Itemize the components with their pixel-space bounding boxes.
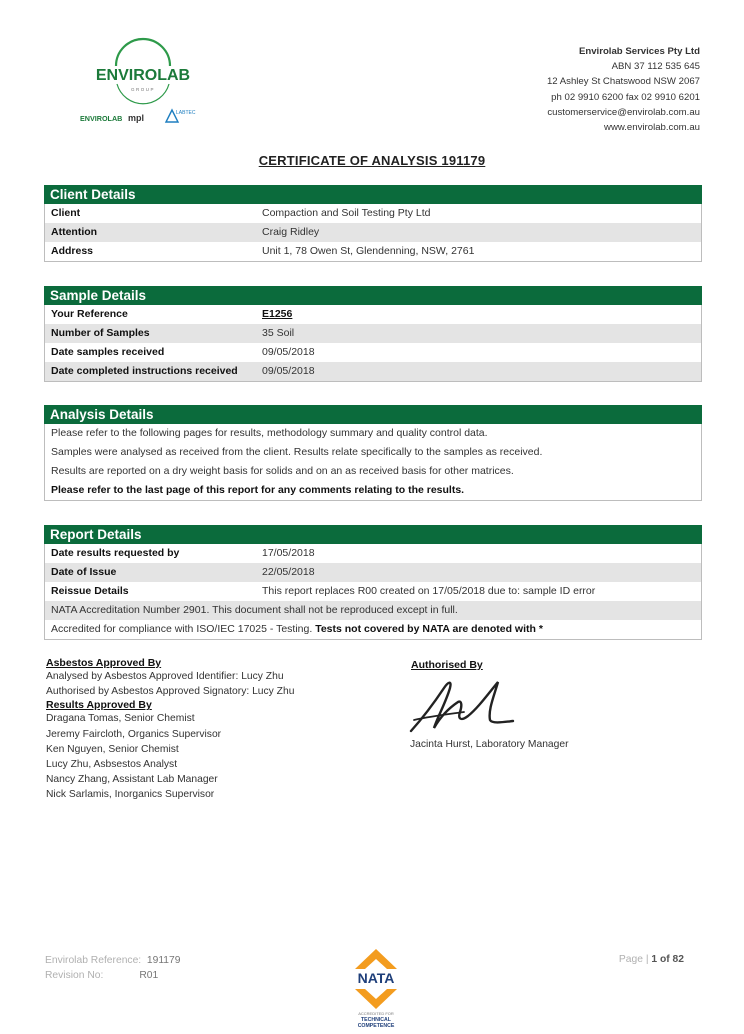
page-number [619,954,684,965]
authoriser-name: Jacinta Hurst, Laboratory Manager [410,739,569,750]
nata-accreditation-icon [349,947,403,1029]
list-item: Please refer to the last page of this report for any comments relating to the results. [51,484,465,496]
nata-text: NATA [357,970,395,986]
table-row: Your Reference E1256 [51,308,293,320]
list-item: Ken Nguyen, Senior Chemist [46,743,179,755]
table-row: Reissue Details This report replaces R00 created on 17/05/2018 due to: sample ID error [51,585,596,597]
table-row: Number of Samples 35 Soil [45,324,701,343]
list-item: Lucy Zhu, Asbsestos Analyst [46,759,178,771]
list-item: Results are reported on a dry weight basis for solids and on an as received basis for other matrices. [51,465,514,477]
nata-caption-1: ACCREDITED FOR [358,1011,394,1016]
brand-mpl: mpl [128,113,145,123]
table-row: Date samples received 09/05/2018 [51,346,315,358]
list-item: Samples were analysed as received from the client. Results relate specifically to the samples as received. [51,446,543,458]
section-heading: Client Details [44,185,702,204]
list-item: Nancy Zhang, Assistant Lab Manager [46,774,218,786]
table-row: Date completed instructions received 09/05/2018 [45,362,701,381]
footer-reference [45,953,181,983]
results-approved-heading: Results Approved By [46,699,152,712]
asbestos-approved-block [46,657,294,803]
section-heading: Report Details [44,525,702,544]
company-website: www.envirolab.com.au [604,122,700,134]
envirolab-logo [80,40,198,135]
brand-envirolab: ENVIROLAB [80,114,123,123]
table-row: Date results requested by 17/05/2018 [51,547,315,559]
asbestos-approved-heading: Asbestos Approved By [46,657,162,669]
logo-main-text: ENVIROLAB [95,67,191,84]
brand-labtec: LABTEC [176,110,196,116]
reference-value: 191179 [146,955,181,966]
company-name: Envirolab Services Pty Ltd [578,46,700,57]
envirolab-group-logo-icon [80,40,198,130]
page-label: Page | [618,954,649,965]
list-item: Authorised by Asbestos Approved Signatory: Lucy Zhu [46,686,295,698]
list-item: Analysed by Asbestos Approved Identifier: Lucy Zhu [46,671,284,682]
nata-caption-3: COMPETENCE [357,1023,395,1029]
company-email: customerservice@envirolab.com.au [547,106,700,118]
reference-label: Envirolab Reference: [45,955,142,966]
accreditation-row: Accredited for compliance with ISO/IEC 17025 - Testing. Tests not covered by NATA are denoted with * [51,623,543,635]
table-row: Address Unit 1, 78 Owen St, Glendenning, NSW, 2761 [51,245,475,257]
signature-icon [408,676,518,734]
page-value: 1 of 82 [651,954,684,965]
logo-sub-text: GROUP [130,87,156,92]
table-row: Attention Craig Ridley [45,223,701,242]
certificate-title: CERTIFICATE OF ANALYSIS 191179 [258,153,486,168]
table-row: Date of Issue 22/05/2018 [45,563,701,582]
list-item: Please refer to the following pages for results, methodology summary and quality control data. [51,427,488,439]
client-details-section [44,185,702,262]
report-details-section [44,525,702,640]
list-item: Dragana Tomas, Senior Chemist [46,713,195,725]
company-address: 12 Ashley St Chatswood NSW 2067 [546,76,700,88]
list-item: Nick Sarlamis, Inorganics Supervisor [46,789,215,801]
list-item: Jeremy Faircloth, Organics Supervisor [46,728,222,740]
sample-details-section [44,286,702,382]
company-phone: ph 02 9910 6200 fax 02 9910 6201 [551,91,700,103]
analysis-details-section [44,405,702,501]
nata-logo [349,947,403,1034]
nata-accreditation-row: NATA Accreditation Number 2901. This document shall not be reproduced except in full. [45,601,701,620]
section-heading: Analysis Details [44,405,702,424]
authorised-heading: Authorised By [411,659,483,671]
table-row: Client Compaction and Soil Testing Pty Ltd [51,207,431,219]
authorised-block [411,659,483,671]
company-address-block [547,44,700,135]
section-heading: Sample Details [44,286,702,305]
nata-caption-2: TECHNICAL [361,1017,391,1023]
revision-value: R01 [139,970,159,981]
company-abn: ABN 37 112 535 645 [611,61,700,73]
revision-label: Revision No: [45,970,104,981]
